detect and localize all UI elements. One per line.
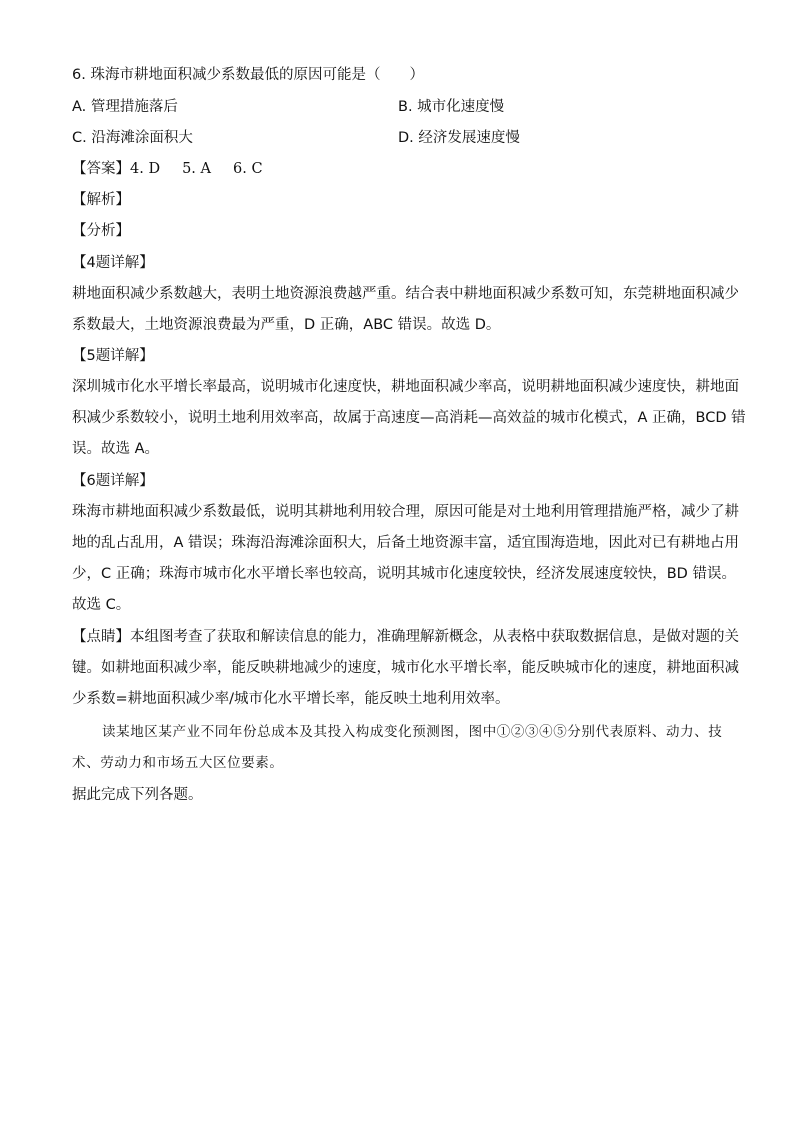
dianjing-text-1: 本组图考查了获取和解读信息的能力，准确理解新概念，从表格中获取数据信息，是做对题的关 [130, 629, 739, 645]
detail-6-line-3: 少，C 正确；珠海市城市化水平增长率也较高，说明其城市化速度较快，经济发展速度较快，BD 错误。 [72, 566, 736, 582]
jiexi-heading: 【解析】 [72, 192, 130, 208]
detail-4-line-2: 系数最大，土地资源浪费最为严重，D 正确，ABC 错误。故选 D。 [72, 317, 501, 333]
option-d: D. 经济发展速度慢 [398, 130, 520, 146]
option-b: B. 城市化速度慢 [398, 99, 505, 115]
detail-5-line-1: 深圳城市化水平增长率最高，说明城市化速度快，耕地面积减少率高，说明耕地面积减少速度快，耕地面 [72, 379, 739, 395]
answer-line [72, 159, 263, 179]
dianjing-line-2: 键。如耕地面积减少率，能反映耕地减少的速度，城市化水平增长率，能反映城市化的速度，耕地面积减 [72, 660, 739, 676]
detail-6-line-1: 珠海市耕地面积减少系数最低，说明其耕地利用较合理，原因可能是对土地利用管理措施严格，减少了耕 [72, 504, 739, 520]
detail-6-line-4: 故选 C。 [72, 597, 131, 613]
dianjing-line-1 [72, 627, 739, 647]
answer-tag: 【答案】 [72, 161, 130, 177]
dianjing-tag: 【点睛】 [72, 629, 130, 645]
detail-5-line-3: 误。故选 A。 [72, 441, 160, 457]
detail-4-heading: 【4题详解】 [72, 255, 154, 271]
detail-5-line-2: 积减少系数较小，说明土地利用效率高，故属于高速度—高消耗—高效益的城市化模式，A 正确，BCD 错 [72, 410, 746, 426]
answer-5: 5. A [182, 161, 211, 177]
intro-line-2: 术、劳动力和市场五大区位要素。 [72, 755, 284, 771]
option-c: C. 沿海滩涂面积大 [72, 130, 193, 146]
answer-4: 4. D [130, 161, 161, 177]
question-6-stem: 6. 珠海市耕地面积减少系数最低的原因可能是（ ） [72, 67, 424, 83]
detail-6-heading: 【6题详解】 [72, 473, 154, 489]
dianjing-line-3: 少系数=耕地面积减少率/城市化水平增长率，能反映土地利用效率。 [72, 691, 510, 707]
option-a: A. 管理措施落后 [72, 99, 178, 115]
detail-4-line-1: 耕地面积减少系数越大，表明土地资源浪费越严重。结合表中耕地面积减少系数可知，东莞耕地面积减少 [72, 286, 739, 302]
detail-6-line-2: 地的乱占乱用，A 错误；珠海沿海滩涂面积大，后备土地资源丰富，适宜围海造地，因此对已有耕地占用 [72, 535, 740, 551]
intro-line-1: 读某地区某产业不同年份总成本及其投入构成变化预测图，图中①②③④⑤分别代表原料、动力、技 [102, 724, 723, 740]
fenxi-heading: 【分析】 [72, 223, 130, 239]
intro-line-3: 据此完成下列各题。 [72, 787, 203, 803]
detail-5-heading: 【5题详解】 [72, 348, 154, 364]
answer-6: 6. C [233, 161, 263, 177]
